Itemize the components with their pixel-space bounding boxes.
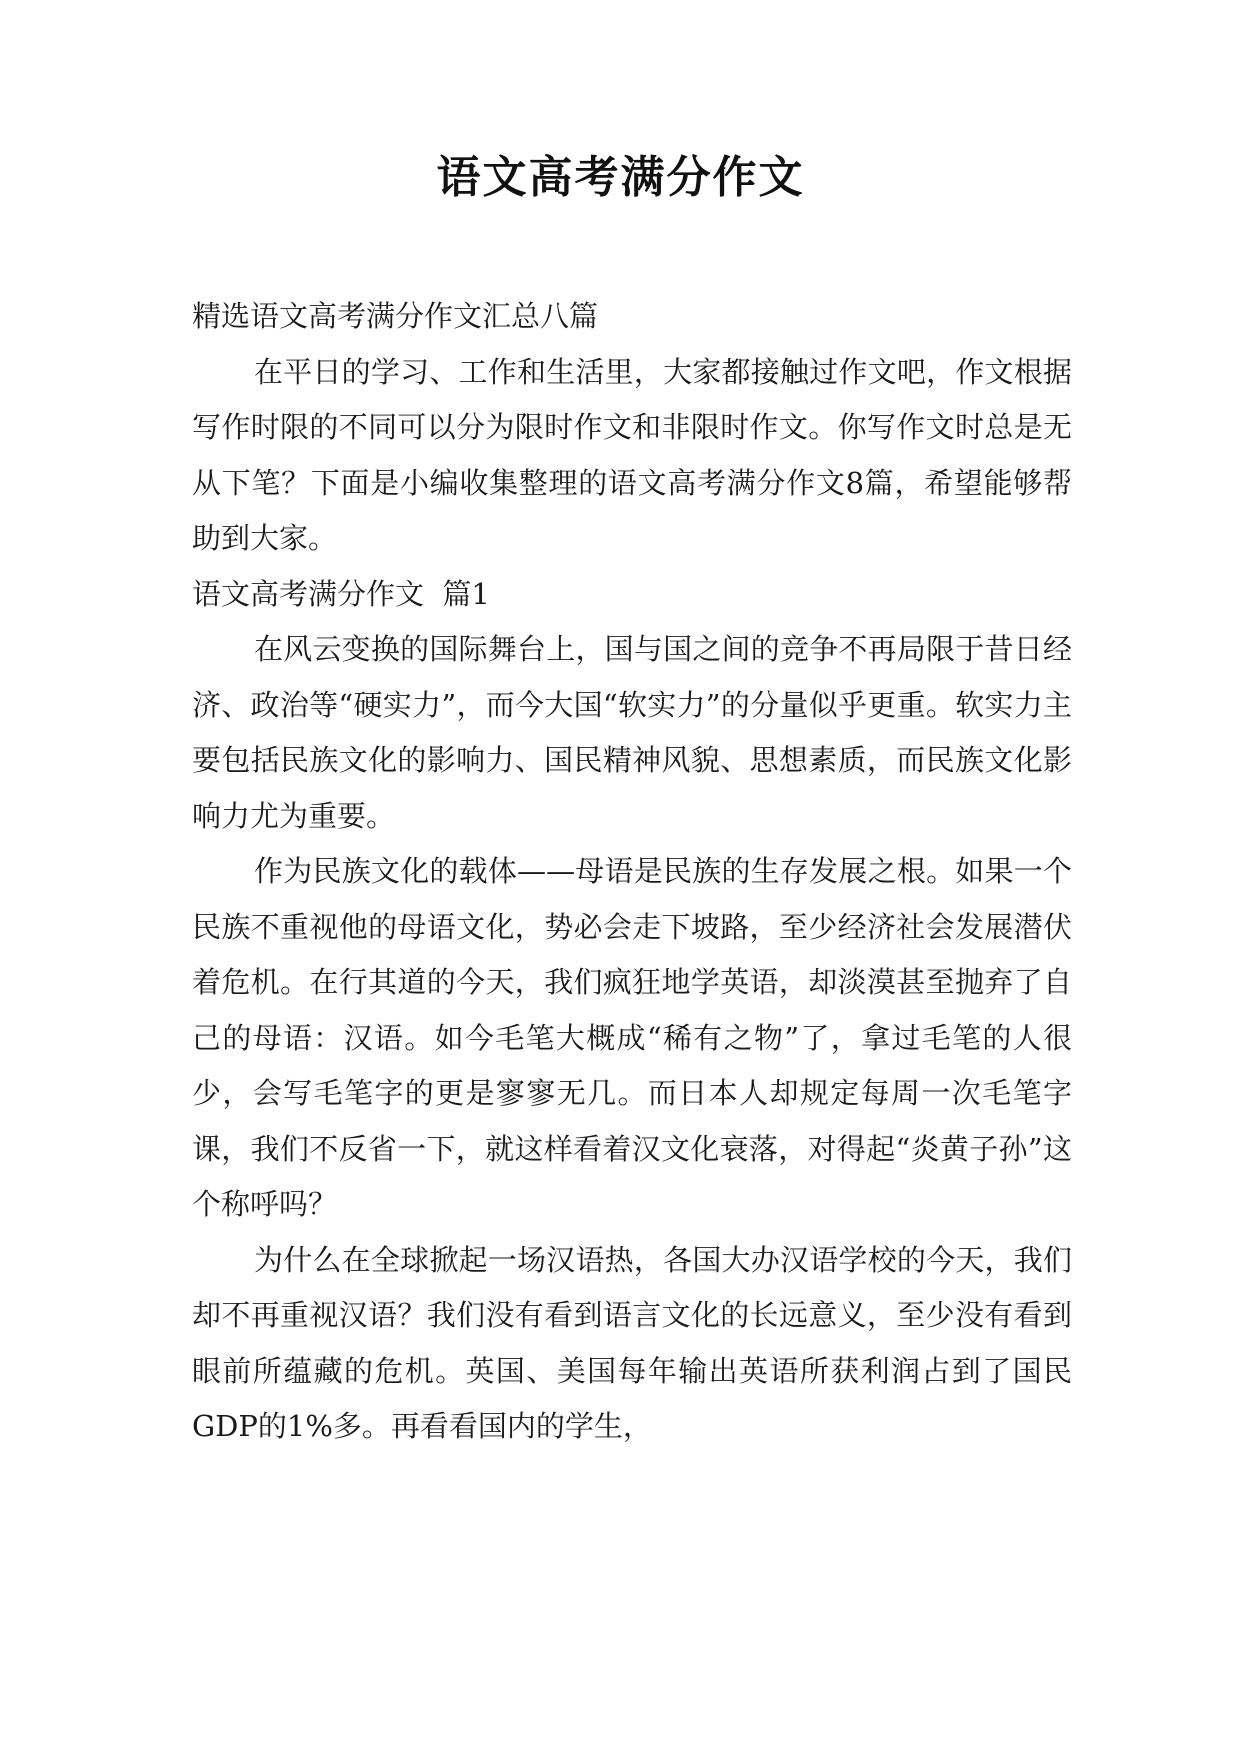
body-paragraph: 在风云变换的国际舞台上，国与国之间的竞争不再局限于昔日经济、政治等“硬实力”，而今大国“软实力”的分量似乎更重。软实力主要包括民族文化的影响力、国民精神风貌、思想素质，而民族文化影响力尤为重要。 <box>192 632 1072 833</box>
document-title: 语文高考满分作文 <box>436 152 805 203</box>
body-paragraph: 为什么在全球掀起一场汉语热，各国大办汉语学校的今天，我们却不再重视汉语？我们没有看到语言文化的长远意义，至少没有看到眼前所蕴藏的危机。英国、美国每年输出英语所获利润占到了国民GDP的1%多。再看看国内的学生， <box>192 1242 1072 1443</box>
body-paragraph: 作为民族文化的载体——母语是民族的生存发展之根。如果一个民族不重视他的母语文化，势必会走下坡路，至少经济社会发展潜伏着危机。在行其道的今天，我们疯狂地学英语，却淡漠甚至抛弃了自己的母语：汉语。如今毛笔大概成“稀有之物”了，拿过毛笔的人很少，会写毛笔字的更是寥寥无几。而日本人却规定每周一次毛笔字课，我们不反省一下，就这样看着汉文化衰落，对得起“炎黄子孙”这个称呼吗？ <box>192 854 1072 1221</box>
intro-paragraph: 在平日的学习、工作和生活里，大家都接触过作文吧，作文根据写作时限的不同可以分为限时作文和非限时作文。你写作文时总是无从下笔？下面是小编收集整理的语文高考满分作文8篇，希望能够帮助到大家。 <box>192 354 1072 555</box>
document-body <box>192 289 1072 1455</box>
section-heading: 语文高考满分作文 篇1 <box>192 576 490 611</box>
document-subtitle: 精选语文高考满分作文汇总八篇 <box>192 299 599 333</box>
